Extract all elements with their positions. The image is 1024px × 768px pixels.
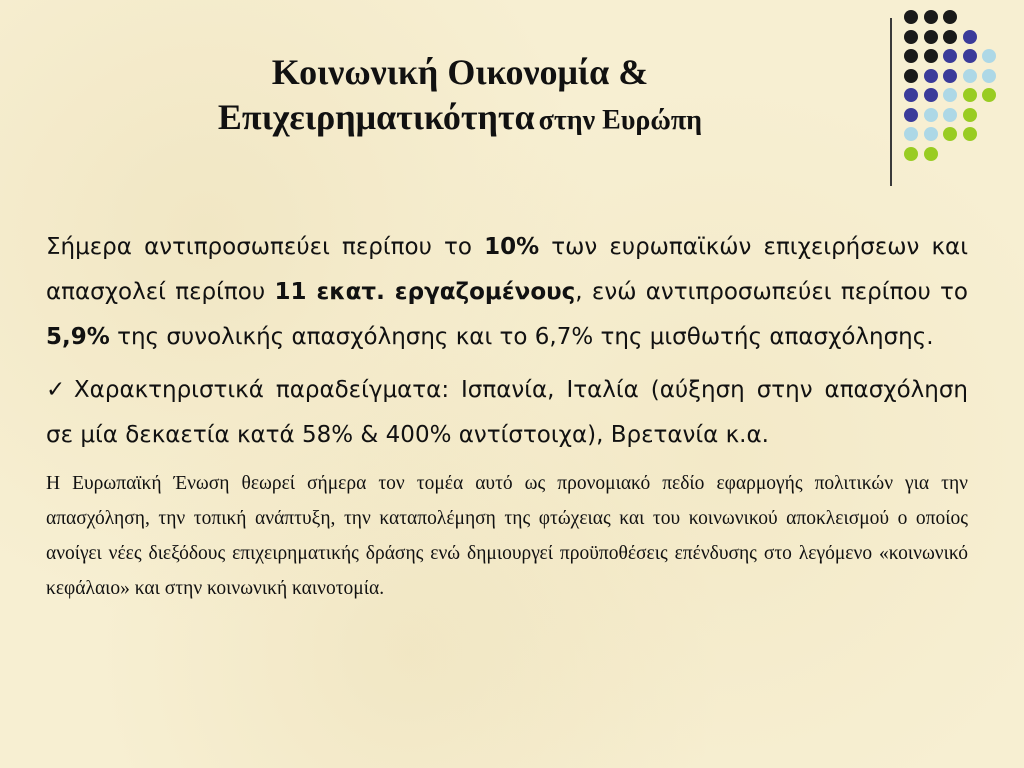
- decorative-dot: [924, 88, 938, 102]
- checkmark-icon: ✓: [46, 377, 70, 403]
- decorative-dot: [924, 69, 938, 83]
- decorative-dot: [963, 88, 977, 102]
- decorative-dot: [963, 69, 977, 83]
- decorative-dot: [904, 108, 918, 122]
- decorative-dot: [943, 10, 957, 24]
- decorative-dot: [943, 49, 957, 63]
- decorative-dot: [924, 147, 938, 161]
- paragraph-statistics: [46, 225, 968, 360]
- p1-bold-percent-employment: 5,9%: [46, 324, 110, 350]
- paragraph-eu-policy: Η Ευρωπαϊκή Ένωση θεωρεί σήμερα τον τομέα αυτό ως προνομιακό πεδίο εφαρμογής πολιτικών για την απασχόληση, την τοπική ανάπτυξη, την καταπολέμηση της φτώχειας και του κοινωνικού αποκλεισμού ο οποίος ανοίγει νέες διεξόδους επιχειρηματικής δράσης ενώ δημιουργεί προϋποθέσεις επένδυσης στο λεγόμενο «κοινωνικό κεφάλαιο» και στην κοινωνική καινοτομία.: [46, 473, 968, 599]
- title-line-2-tail: στην Ευρώπη: [538, 105, 703, 136]
- decorative-dot: [982, 88, 996, 102]
- decorative-dot: [904, 127, 918, 141]
- p1-text-4: της συνολικής απασχόλησης και το 6,7% της μισθωτής απασχόλησης.: [109, 324, 934, 350]
- p1-text-3: , ενώ αντιπροσωπεύει περίπου το: [575, 279, 968, 305]
- decorative-dot: [943, 69, 957, 83]
- decorative-dot: [963, 127, 977, 141]
- paragraph-examples: [46, 368, 968, 458]
- decorative-dot: [904, 88, 918, 102]
- decorative-dot: [943, 127, 957, 141]
- decorative-dot: [904, 69, 918, 83]
- p1-bold-employees: 11 εκατ. εργαζομένους: [274, 279, 576, 305]
- decorative-dot-grid: [904, 10, 1024, 170]
- p1-text-2: των ευρωπαϊκών επιχειρήσεων και απασχολεί περίπου: [46, 234, 968, 305]
- decorative-dot: [924, 49, 938, 63]
- decorative-dot: [904, 10, 918, 24]
- decorative-dot: [904, 147, 918, 161]
- decorative-dot: [904, 49, 918, 63]
- decorative-dot: [982, 69, 996, 83]
- decorative-dot: [963, 49, 977, 63]
- decorative-dot: [943, 88, 957, 102]
- slide-body: [46, 225, 968, 626]
- decorative-dot: [924, 30, 938, 44]
- decorative-dot: [943, 108, 957, 122]
- p1-bold-percent-firms: 10%: [484, 234, 540, 260]
- decorative-dot: [963, 30, 977, 44]
- p1-text-1: Σήμερα αντιπροσωπεύει περίπου το: [46, 234, 485, 260]
- p2-text: Χαρακτηριστικά παραδείγματα: Ισπανία, Ιταλία (αύξηση στην απασχόληση σε μία δεκαετία κατά 58% & 400% αντίστοιχα), Βρετανία κ.α.: [46, 377, 968, 448]
- decorative-dot: [924, 10, 938, 24]
- title-line-1: Κοινωνική Οικονομία &: [271, 52, 649, 92]
- decorative-divider: [890, 18, 892, 186]
- slide-title: [60, 50, 860, 140]
- decorative-dot: [982, 49, 996, 63]
- decorative-dot: [963, 108, 977, 122]
- decorative-dot: [924, 108, 938, 122]
- title-line-2-main: Επιχειρηματικότητα: [217, 97, 535, 137]
- decorative-dot: [904, 30, 918, 44]
- decorative-dot: [924, 127, 938, 141]
- decorative-dot: [943, 30, 957, 44]
